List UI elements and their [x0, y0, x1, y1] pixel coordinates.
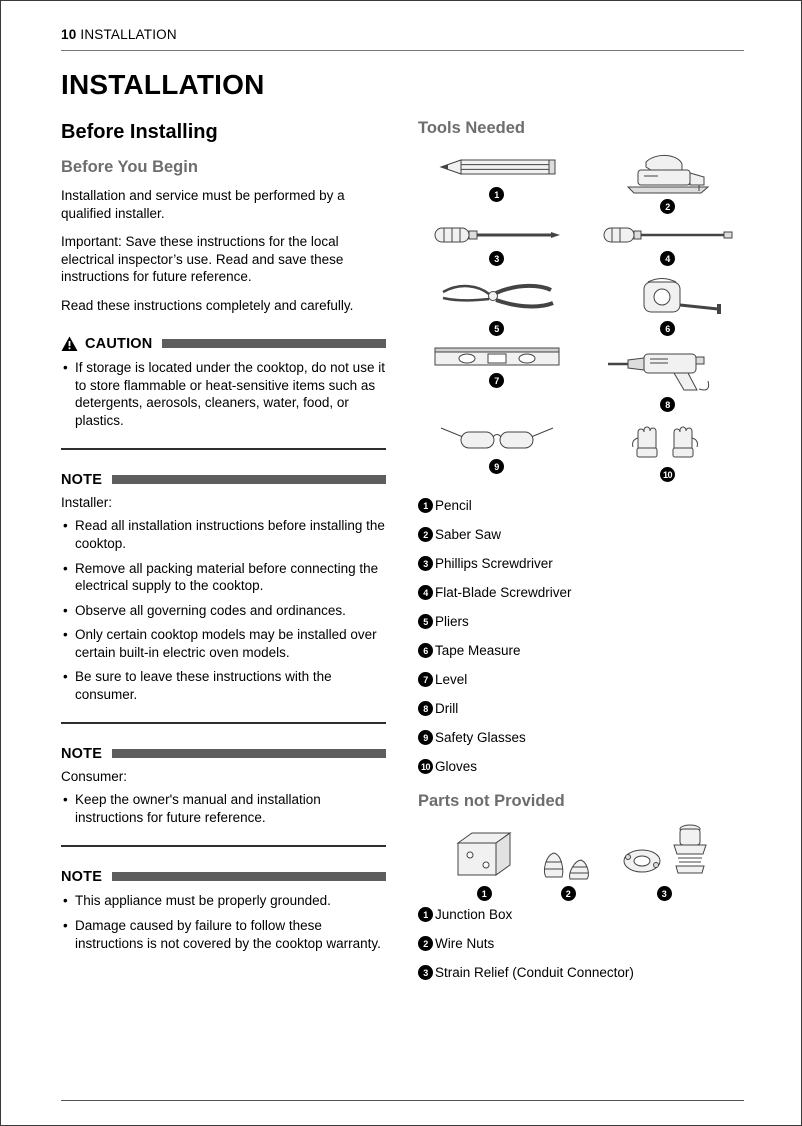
note-bullet-list [61, 791, 386, 826]
part-number-badge: 2 [418, 936, 433, 951]
part-number-badge: 3 [418, 965, 433, 980]
tool-number-badge: 1 [418, 498, 433, 513]
tool-list-item [418, 527, 746, 542]
tool-list-item [418, 730, 746, 745]
gloves-icon [598, 420, 738, 464]
strain-relief-icon [616, 821, 712, 883]
tool-cell-flat-blade-screwdriver [598, 222, 738, 266]
caution-bullet-list [61, 359, 386, 429]
phillips-screwdriver-icon [427, 222, 567, 248]
note-intro: Consumer: [61, 769, 128, 785]
level-icon [427, 344, 567, 370]
tool-label: Safety Glasses [435, 730, 526, 745]
tool-number-badge: 8 [418, 701, 433, 716]
note-label: NOTE [61, 472, 103, 489]
caution-header [61, 336, 386, 352]
note-bullet: • Keep the owner's manual and installation instructions for future reference. [61, 791, 386, 826]
tool-label: Flat-Blade Screwdriver [435, 585, 572, 600]
tool-number-badge: 6 [418, 643, 433, 658]
tool-cell-gloves [598, 420, 738, 482]
paragraph: Installation and service must be performed by a qualified installer. [61, 188, 345, 221]
left-column [61, 115, 386, 994]
tool-list-item [418, 556, 746, 571]
note-bullet: • Damage caused by failure to follow these instructions is not covered by the cooktop warranty. [61, 917, 386, 952]
tool-list-item [418, 759, 746, 774]
tool-label: Gloves [435, 759, 478, 774]
tool-label: Drill [435, 701, 459, 716]
tool-figure-badge: 5 [489, 321, 504, 336]
tool-figure-badge: 9 [489, 459, 504, 474]
before-installing-heading: Before Installing [61, 121, 218, 143]
tool-figure-badge: 8 [660, 397, 675, 412]
note-consumer-section [61, 746, 386, 847]
tool-figure-badge: 7 [489, 373, 504, 388]
part-figure-badge: 1 [477, 886, 492, 901]
paragraph: Important: Save these instructions for the local electrical inspector’s use. Read and save these instructions for future reference. [61, 234, 344, 285]
saber-saw-icon [598, 150, 738, 196]
paragraph: Read these instructions completely and carefully. [61, 297, 354, 313]
tool-number-badge: 9 [418, 730, 433, 745]
tool-figure-badge: 6 [660, 321, 675, 336]
note-bullet: • Only certain cooktop models may be installed over certain built-in electric oven models. [61, 626, 386, 661]
running-header [61, 27, 744, 42]
tool-cell-pliers [427, 274, 567, 336]
footer-rule [61, 1100, 744, 1101]
right-column [418, 115, 746, 994]
tool-list-item [418, 701, 746, 716]
tool-cell-level [427, 344, 567, 412]
caution-label: CAUTION [85, 336, 153, 353]
note-header [61, 472, 386, 488]
note-bullet: • Be sure to leave these instructions with the consumer. [61, 668, 386, 703]
note-installer-section [61, 472, 386, 724]
part-cell-junction-box [448, 825, 520, 901]
note-intro: Installer: [61, 495, 113, 511]
note-bullet: • This appliance must be properly grounded. [61, 892, 386, 910]
tape-measure-icon [598, 274, 738, 318]
tool-number-badge: 2 [418, 527, 433, 542]
part-cell-wire-nuts [538, 843, 598, 901]
caution-bullet: • If storage is located under the cooktop, do not use it to store flammable or heat-sensitive items such as detergents, aerosols, cleaners, water, food, or plastics. [61, 359, 386, 429]
note-header-bar [112, 475, 386, 484]
tool-label: Level [435, 672, 468, 687]
tool-list-item [418, 643, 746, 658]
safety-glasses-icon [427, 420, 567, 456]
page-number: 10 [61, 27, 77, 42]
part-figure-badge: 2 [561, 886, 576, 901]
tool-figure-badge: 4 [660, 251, 675, 266]
tool-label: Saber Saw [435, 527, 502, 542]
tool-label: Phillips Screwdriver [435, 556, 553, 571]
tool-label: Tape Measure [435, 643, 521, 658]
page-title: INSTALLATION [61, 69, 265, 100]
tool-number-badge: 3 [418, 556, 433, 571]
note-bullet: • Remove all packing material before connecting the electrical supply to the cooktop. [61, 560, 386, 595]
part-label: Junction Box [435, 907, 513, 922]
note-bullet-list [61, 892, 386, 952]
before-you-begin-heading: Before You Begin [61, 158, 198, 176]
note-general-section [61, 869, 386, 971]
tools-illustration-grid [418, 150, 746, 482]
tool-cell-saber-saw [598, 150, 738, 214]
part-number-badge: 1 [418, 907, 433, 922]
tool-list-item [418, 614, 746, 629]
part-label: Strain Relief (Conduit Connector) [435, 965, 634, 980]
note-header-bar [112, 749, 386, 758]
tool-label: Pencil [435, 498, 472, 513]
caution-section [61, 336, 386, 450]
tools-needed-heading: Tools Needed [418, 119, 525, 137]
tool-figure-badge: 10 [660, 467, 675, 482]
tool-figure-badge: 3 [489, 251, 504, 266]
note-bullet: • Observe all governing codes and ordinances. [61, 602, 386, 620]
running-section-name: INSTALLATION [80, 27, 177, 42]
tool-number-badge: 4 [418, 585, 433, 600]
tool-figure-badge: 2 [660, 199, 675, 214]
note-label: NOTE [61, 746, 103, 763]
note-label: NOTE [61, 869, 103, 886]
tool-list-item [418, 672, 746, 687]
part-cell-strain-relief [616, 821, 712, 901]
tool-figure-badge: 1 [489, 187, 504, 202]
wire-nuts-icon [538, 843, 598, 883]
part-list-item [418, 965, 746, 980]
parts-not-provided-heading: Parts not Provided [418, 792, 565, 810]
warning-triangle-icon [61, 336, 78, 352]
tool-number-badge: 7 [418, 672, 433, 687]
header-rule [61, 50, 744, 51]
parts-list [418, 907, 746, 980]
parts-illustration-row [418, 821, 746, 901]
tool-cell-safety-glasses [427, 420, 567, 482]
tools-list [418, 498, 746, 774]
tool-number-badge: 5 [418, 614, 433, 629]
pliers-icon [427, 274, 567, 318]
part-list-item [418, 907, 746, 922]
part-label: Wire Nuts [435, 936, 495, 951]
note-header-bar [112, 872, 386, 881]
tool-cell-tape-measure [598, 274, 738, 336]
pencil-icon [427, 150, 567, 184]
junction-box-icon [448, 825, 520, 883]
caution-header-bar [162, 339, 386, 348]
part-list-item [418, 936, 746, 951]
tool-label: Pliers [435, 614, 469, 629]
two-column-layout [61, 115, 744, 994]
tool-number-badge: 10 [418, 759, 433, 774]
part-figure-badge: 3 [657, 886, 672, 901]
tool-list-item [418, 498, 746, 513]
drill-icon [598, 344, 738, 394]
tool-cell-phillips-screwdriver [427, 222, 567, 266]
note-header [61, 746, 386, 762]
tool-list-item [418, 585, 746, 600]
tool-cell-drill [598, 344, 738, 412]
flat-blade-screwdriver-icon [598, 222, 738, 248]
note-bullet-list [61, 517, 386, 703]
tool-cell-pencil [427, 150, 567, 214]
note-header [61, 869, 386, 885]
note-bullet: • Read all installation instructions before installing the cooktop. [61, 517, 386, 552]
